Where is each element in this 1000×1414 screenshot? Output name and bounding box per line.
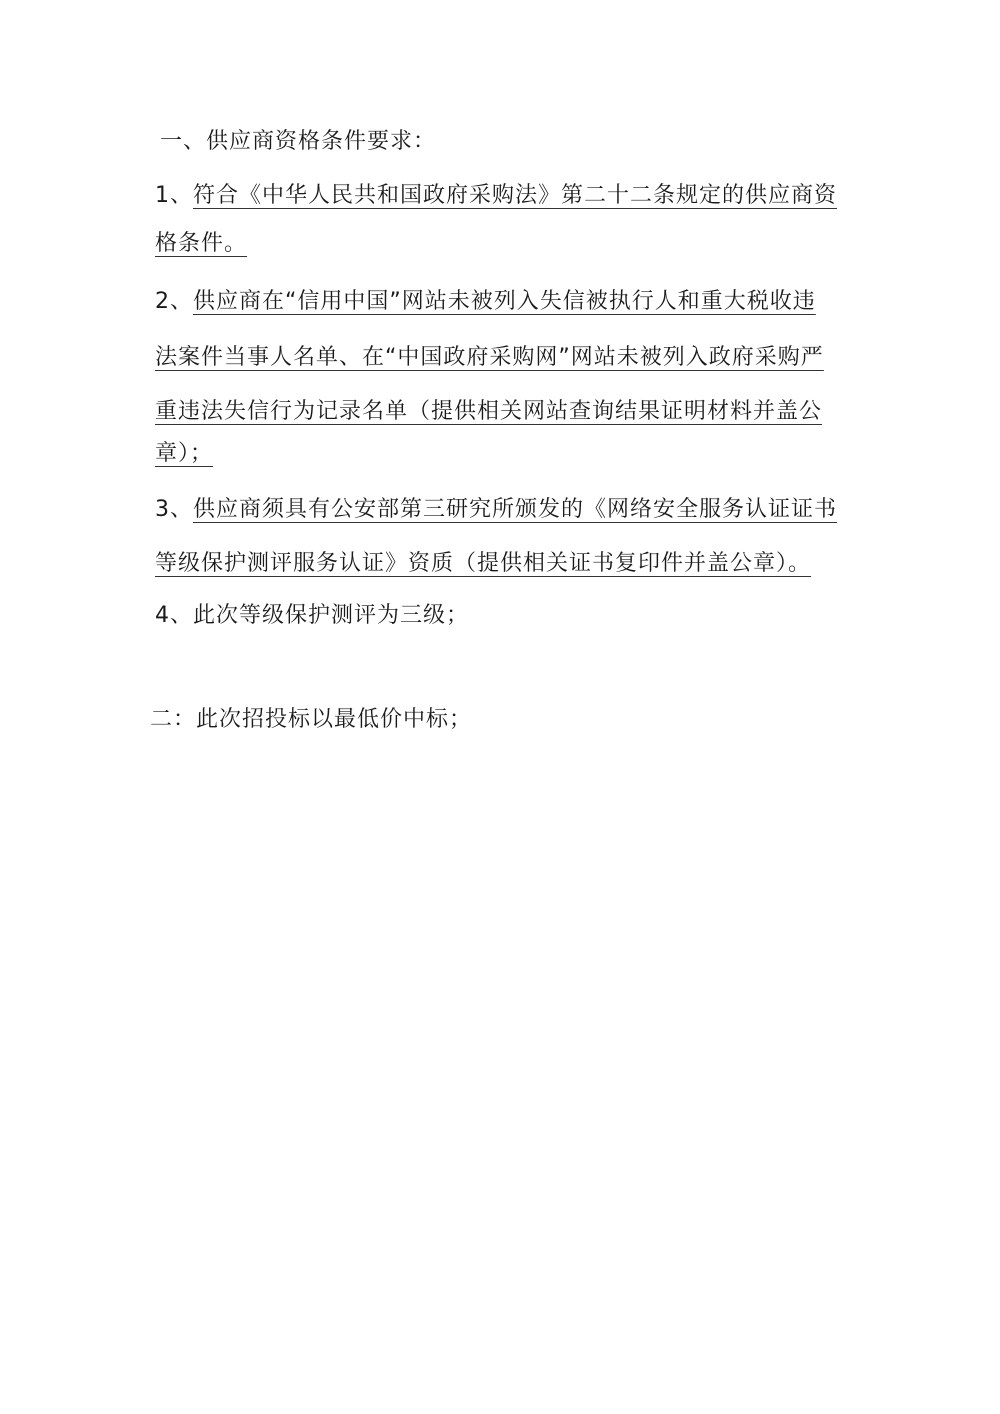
section-1-heading: 一、供应商资格条件要求：: [160, 129, 437, 154]
requirement-2-text: 供应商在“信用中国”网站未被列入失信被执行人和重大税收违: [193, 289, 816, 314]
requirement-3-line-1: [155, 496, 837, 524]
requirement-2-line-1: [155, 288, 816, 316]
requirement-2-line-2: 法案件当事人名单、在“中国政府采购网”网站未被列入政府采购严: [155, 345, 824, 370]
requirement-2-line-3: 重违法失信行为记录名单（提供相关网站查询结果证明材料并盖公: [155, 399, 823, 424]
requirement-1-line-2: 格条件。: [155, 231, 248, 256]
requirement-1-number: 1、: [155, 183, 193, 208]
requirement-1-text: 符合《中华人民共和国政府采购法》第二十二条规定的供应商资: [193, 183, 838, 208]
requirement-3-number: 3、: [155, 497, 193, 522]
requirement-4: 4、此次等级保护测评为三级；: [155, 603, 469, 628]
requirement-1-line-1: [155, 182, 837, 210]
requirement-2-number: 2、: [155, 289, 193, 314]
section-2: 二：此次招投标以最低价中标；: [150, 707, 473, 732]
requirement-3-line-2: 等级保护测评服务认证》资质（提供相关证书复印件并盖公章）。: [155, 551, 812, 576]
requirement-3-text: 供应商须具有公安部第三研究所颁发的《网络安全服务认证证书: [193, 497, 838, 522]
requirement-2-line-4: 章）；: [155, 441, 214, 466]
